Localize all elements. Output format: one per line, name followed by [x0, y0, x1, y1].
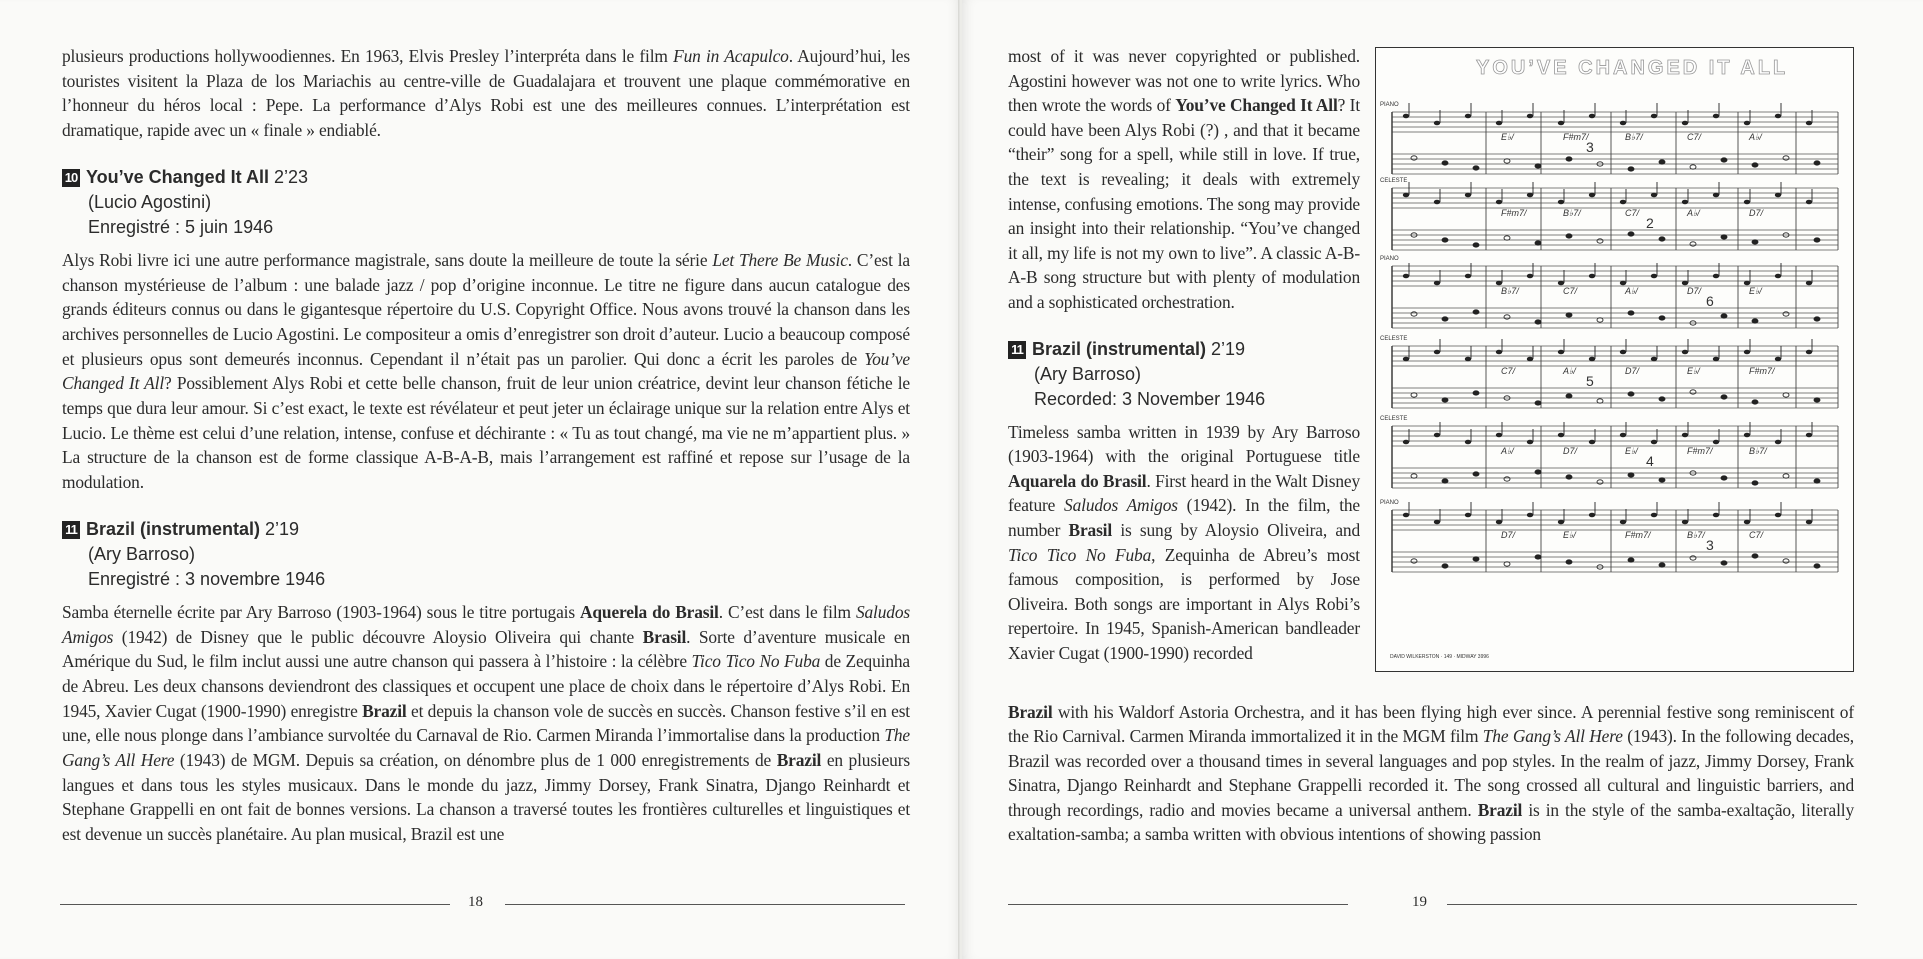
note-head — [1651, 274, 1657, 279]
note-head — [1527, 357, 1533, 362]
note-head — [1442, 564, 1448, 568]
note-head — [1744, 350, 1750, 355]
note-head — [1752, 481, 1758, 485]
note-head — [1527, 193, 1533, 198]
note-head — [1806, 433, 1812, 438]
note-head — [1713, 357, 1719, 362]
intro-paragraph: plusieurs productions hollywoodiennes. En 1963, Elvis Presley l’interpréta dans le film Fun in Acapulco. Aujourd’hui, les touristes visitent la Plaza de los Mariachis au centre-ville de Guadalajara et trouvent une plaque commémorative en l’honneur du héros local : Pepe. La performance d’Alys Robi est une des meilleures connues. L’interprétation est dramatique, rapide avec un « finale » endiablé. — [62, 46, 910, 141]
chord-symbol: F#m7/ — [1749, 366, 1775, 376]
chord-symbol: A♭/ — [1687, 208, 1700, 218]
note-head — [1620, 433, 1626, 438]
measure-number: 3 — [1706, 537, 1714, 553]
note-head — [1814, 161, 1820, 165]
note-head — [1721, 395, 1727, 399]
note-head — [1465, 193, 1471, 198]
note-head — [1465, 440, 1471, 445]
note-head — [1721, 476, 1727, 480]
note-head — [1744, 281, 1750, 286]
measure-number: 6 — [1706, 293, 1714, 309]
track-duration: 2’19 — [260, 518, 300, 539]
note-head — [1628, 167, 1634, 171]
note-head — [1620, 121, 1626, 126]
note-head — [1566, 234, 1572, 238]
note-head — [1628, 558, 1634, 562]
measure-number: 3 — [1586, 139, 1594, 155]
note-head — [1473, 557, 1479, 561]
italic-title: Saludos Amigos — [62, 601, 910, 647]
track-composer: (Ary Barroso) — [1034, 363, 1142, 384]
note-head — [1775, 357, 1781, 362]
bold-title: You’ve Changed It All — [1175, 95, 1338, 116]
note-head — [1496, 121, 1502, 126]
note-head — [1434, 200, 1440, 205]
bold-title: Brazil — [1477, 799, 1523, 820]
chord-symbol: F#m7/ — [1501, 208, 1527, 218]
note-head — [1535, 164, 1541, 168]
note-head — [1403, 357, 1409, 362]
bold-title: Aquarela do Brasil — [1008, 470, 1147, 491]
note-head — [1403, 274, 1409, 279]
track-11-paragraph: Samba éternelle écrite par Ary Barroso (1903-1964) sous le titre portugais Aquerela do Brasil. C’est dans le film Saludos Amigos (1942) de Disney que le public découvre Aloysio Oliveira qui chante Brasil. Sorte d’aventure musicale en Amérique du Sud, le film inclut aussi une autre chanson qui passera à l’histoire : la célèbre Tico Tico No Fuba de Zequinha de Abreu. Les deux chansons deviendront des classiques et occupent une place de choix dans le répertoire d’Alys Robi. En 1945, Xavier Cugat (1900-1990) enregistre Brazil et depuis la chanson vole de succès en succès. Chanson festive s’il en est une, elle nous plonge dans l’ambiance survoltée du Carnaval de Rio. Carmen Miranda l’immortalise dans la production The Gang’s All Here (1943) de MGM. Depuis sa création, on dénombre plus de 1 000 enregistrements de Brazil en plusieurs langues et dans tous les styles musicaux. Dans le monde du jazz, Jimmy Dorsey, Frank Sinatra, Django Reinhardt et Stephane Grappelli en ont fait de bonnes versions. La chanson a traversé toutes les frontières culturelles et linguistiques et est devenue un succès planétaire. Au plan musical, Brazil est une — [62, 601, 910, 845]
footer-rule — [1008, 904, 1348, 905]
left-page-footer — [0, 894, 960, 914]
page-number: 19 — [1412, 894, 1427, 910]
track-number-badge: 10 — [62, 169, 80, 187]
note-head — [1442, 238, 1448, 242]
note-head — [1403, 440, 1409, 445]
note-head — [1721, 314, 1727, 318]
note-head — [1558, 520, 1564, 525]
note-head — [1806, 200, 1812, 205]
bold-title: Brasil — [642, 626, 687, 647]
note-head — [1403, 193, 1409, 198]
footer-rule — [505, 904, 905, 905]
note-head — [1589, 513, 1595, 518]
note-head — [1752, 319, 1758, 323]
note-head — [1620, 520, 1626, 525]
right-wide-text-column — [1008, 700, 1854, 846]
sheet-music-image — [1375, 47, 1854, 672]
note-head — [1651, 357, 1657, 362]
chord-symbol: D7/ — [1687, 286, 1702, 296]
note-head — [1465, 513, 1471, 518]
note-head — [1744, 520, 1750, 525]
italic-title: Tico Tico No Fuba — [1008, 544, 1152, 565]
italic-title: The Gang’s All Here — [62, 725, 910, 771]
note-head — [1496, 520, 1502, 525]
chord-symbol: D7/ — [1563, 446, 1578, 456]
chord-symbol: B♭7/ — [1563, 208, 1581, 218]
note-head — [1558, 121, 1564, 126]
note-head — [1744, 200, 1750, 205]
note-head — [1473, 391, 1479, 395]
italic-title: The Gang’s All Here — [1482, 726, 1623, 747]
note-head — [1806, 121, 1812, 126]
note-head — [1589, 357, 1595, 362]
chord-symbol: A♭/ — [1501, 446, 1514, 456]
note-head — [1473, 166, 1479, 170]
note-head — [1465, 114, 1471, 119]
chord-symbol: C7/ — [1749, 530, 1764, 540]
track-recorded-date: Enregistré : 3 novembre 1946 — [88, 568, 326, 589]
note-head — [1682, 281, 1688, 286]
right-text-column — [1008, 44, 1360, 665]
note-head — [1651, 114, 1657, 119]
chord-symbol: F#m7/ — [1687, 446, 1713, 456]
note-head — [1504, 477, 1510, 481]
note-head — [1690, 390, 1696, 394]
note-head — [1558, 350, 1564, 355]
note-head — [1566, 560, 1572, 564]
footer-rule — [1447, 904, 1857, 905]
track-composer: (Lucio Agostini) — [88, 191, 212, 212]
note-head — [1411, 559, 1417, 563]
note-head — [1628, 392, 1634, 396]
note-head — [1597, 399, 1603, 403]
note-head — [1682, 433, 1688, 438]
note-head — [1411, 474, 1417, 478]
instrument-label: PIANO — [1380, 102, 1399, 108]
note-head — [1597, 239, 1603, 243]
track-11-heading-en — [1008, 337, 1360, 412]
bold-title: Brazil — [776, 750, 822, 771]
note-head — [1744, 121, 1750, 126]
chord-symbol: E♭/ — [1625, 446, 1638, 456]
note-head — [1713, 114, 1719, 119]
note-head — [1434, 520, 1440, 525]
sheet-music-drawing — [1376, 48, 1853, 671]
note-head — [1442, 317, 1448, 321]
note-head — [1752, 554, 1758, 558]
note-head — [1752, 400, 1758, 404]
note-head — [1682, 350, 1688, 355]
note-head — [1682, 520, 1688, 525]
note-head — [1620, 281, 1626, 286]
note-head — [1496, 281, 1502, 286]
measure-number: 4 — [1646, 453, 1654, 469]
chord-symbol: A♭/ — [1625, 286, 1638, 296]
note-head — [1411, 312, 1417, 316]
bold-title: Brazil — [1008, 702, 1053, 722]
chord-symbol: E♭/ — [1687, 366, 1700, 376]
note-head — [1566, 394, 1572, 398]
track-composer: (Ary Barroso) — [88, 543, 196, 564]
note-head — [1527, 440, 1533, 445]
note-head — [1628, 473, 1634, 477]
note-head — [1527, 274, 1533, 279]
track-recorded-date: Recorded: 3 November 1946 — [1034, 388, 1266, 409]
note-head — [1473, 243, 1479, 247]
bold-title: Brazil — [362, 700, 407, 721]
note-head — [1814, 238, 1820, 242]
note-head — [1434, 281, 1440, 286]
note-head — [1566, 157, 1572, 161]
chord-symbol: E♭/ — [1749, 286, 1762, 296]
note-head — [1566, 313, 1572, 317]
note-head — [1504, 315, 1510, 319]
note-head — [1814, 564, 1820, 568]
track-11-heading — [62, 517, 910, 592]
instrument-label: PIANO — [1380, 500, 1399, 506]
note-head — [1411, 156, 1417, 160]
note-head — [1806, 281, 1812, 286]
note-head — [1496, 433, 1502, 438]
note-head — [1775, 114, 1781, 119]
track-11-paragraph-en-wide: Brazil with his Waldorf Astoria Orchestra, and it has been flying high ever since. A perennial festive song reminiscent of the Rio Carnival. Carmen Miranda immortalized it in the MGM film The Gang’s All Here (1943). In the following decades, Brazil was recorded over a thousand times in several languages and pop styles. In the realm of jazz, Jimmy Dorsey, Frank Sinatra, Django Reinhardt and Stephane Grappelli recorded it. The song crossed all cultural and linguistic barriers, and through recordings, radio and movies became a universal anthem. Brazil is in the style of the samba-exaltação, literally exaltation-samba; a samba written with obvious intentions of showing passion — [1008, 702, 1855, 845]
note-head — [1411, 393, 1417, 397]
note-head — [1783, 312, 1789, 316]
chord-symbol: B♭7/ — [1687, 530, 1705, 540]
note-head — [1558, 200, 1564, 205]
note-head — [1659, 237, 1665, 241]
note-head — [1535, 241, 1541, 245]
chord-symbol: C7/ — [1501, 366, 1516, 376]
note-head — [1504, 562, 1510, 566]
note-head — [1775, 274, 1781, 279]
chord-symbol: B♭7/ — [1625, 132, 1643, 142]
note-head — [1403, 513, 1409, 518]
note-head — [1434, 121, 1440, 126]
note-head — [1659, 478, 1665, 482]
chord-symbol: B♭7/ — [1749, 446, 1767, 456]
note-head — [1535, 401, 1541, 405]
chord-symbol: A♭/ — [1563, 366, 1576, 376]
note-head — [1690, 556, 1696, 560]
chord-symbol: B♭7/ — [1501, 286, 1519, 296]
note-head — [1721, 158, 1727, 162]
note-head — [1682, 121, 1688, 126]
track-10-heading — [62, 165, 910, 240]
note-head — [1535, 320, 1541, 324]
italic-title: You’ve Changed It All — [62, 348, 910, 394]
note-head — [1465, 357, 1471, 362]
note-head — [1496, 200, 1502, 205]
track-title: You’ve Changed It All — [86, 166, 270, 187]
note-head — [1597, 480, 1603, 484]
note-head — [1783, 474, 1789, 478]
note-head — [1713, 440, 1719, 445]
note-head — [1775, 440, 1781, 445]
note-head — [1442, 398, 1448, 402]
chord-symbol: F#m7/ — [1625, 530, 1651, 540]
note-head — [1651, 513, 1657, 518]
note-head — [1775, 513, 1781, 518]
note-head — [1659, 397, 1665, 401]
chord-symbol: D7/ — [1625, 366, 1640, 376]
track-title: Brazil (instrumental) — [86, 518, 261, 539]
note-head — [1434, 433, 1440, 438]
bold-title: Brasil — [1068, 519, 1113, 540]
measure-number: 2 — [1646, 215, 1654, 231]
note-head — [1775, 193, 1781, 198]
note-head — [1721, 561, 1727, 565]
instrument-label: CELESTE — [1380, 178, 1408, 184]
note-head — [1589, 274, 1595, 279]
note-head — [1752, 163, 1758, 167]
note-head — [1651, 440, 1657, 445]
left-text-column — [62, 44, 910, 847]
chord-symbol: A♭/ — [1749, 132, 1762, 142]
bold-title: Aquerela do Brasil — [580, 601, 719, 622]
note-head — [1620, 200, 1626, 205]
note-head — [1473, 310, 1479, 314]
track-duration: 2’19 — [1206, 338, 1246, 359]
note-head — [1659, 316, 1665, 320]
right-page-footer — [962, 894, 1923, 914]
note-head — [1783, 393, 1789, 397]
score-caption: DAVID WILKERSTON · 149 · MIDWAY 3996 — [1390, 654, 1489, 660]
note-head — [1806, 520, 1812, 525]
note-head — [1721, 235, 1727, 239]
note-head — [1690, 165, 1696, 169]
track-10-paragraph-en: most of it was never copyrighted or published. Agostini however was not one to write lyrics. Who then wrote the words of You’ve Changed It All? It could have been Alys Robi (?) , and that it became “their” song for a spell, while still in love. If true, the text is revealing; it deals with extremely intense, confusing emotions. The song may provide an insight into their relationship. “You’ve changed it all, my life is not my own to live”. A classic A-B-A-B song structure but with plenty of modulation and a sophisticated orchestration. — [1008, 46, 1361, 312]
note-head — [1558, 433, 1564, 438]
chord-symbol: F#m7/ — [1563, 132, 1589, 142]
track-number-badge: 11 — [1008, 341, 1026, 359]
track-number-badge: 11 — [62, 521, 80, 539]
page-number: 18 — [468, 894, 483, 910]
note-head — [1566, 475, 1572, 479]
chord-symbol: E♭/ — [1563, 530, 1576, 540]
track-recorded-date: Enregistré : 5 juin 1946 — [88, 216, 274, 237]
note-head — [1783, 156, 1789, 160]
note-head — [1434, 350, 1440, 355]
track-11-paragraph-en-narrow: Timeless samba written in 1939 by Ary Barroso (1903-1964) with the original Portuguese title Aquarela do Brasil. First heard in the Walt Disney feature Saludos Amigos (1942). In the film, the number Brasil is sung by Aloysio Oliveira, and Tico Tico No Fuba, Zequinha de Abreu’s most famous composition, is performed by Jose Oliveira. Both songs are important in Alys Robi’s repertoire. In 1945, Spanish-American bandleader Xavier Cugat (1900-1990) recorded — [1008, 421, 1361, 663]
italic-title: Saludos Amigos — [1064, 495, 1178, 516]
note-head — [1783, 559, 1789, 563]
note-head — [1504, 159, 1510, 163]
note-head — [1690, 242, 1696, 246]
note-head — [1589, 114, 1595, 119]
left-page — [0, 0, 960, 959]
note-head — [1535, 470, 1541, 474]
note-head — [1744, 433, 1750, 438]
note-head — [1558, 281, 1564, 286]
italic-title: Fun in Acapulco — [673, 46, 789, 66]
note-head — [1403, 114, 1409, 119]
note-head — [1496, 350, 1502, 355]
note-head — [1752, 240, 1758, 244]
note-head — [1628, 232, 1634, 236]
note-head — [1682, 200, 1688, 205]
note-head — [1589, 440, 1595, 445]
instrument-label: CELESTE — [1380, 416, 1408, 422]
note-head — [1814, 398, 1820, 402]
italic-title: Let There Be Music — [712, 249, 848, 270]
note-head — [1589, 193, 1595, 198]
track-title: Brazil (instrumental) — [1032, 338, 1207, 359]
note-head — [1597, 318, 1603, 322]
instrument-label: PIANO — [1380, 256, 1399, 262]
chord-symbol: C7/ — [1563, 286, 1578, 296]
note-head — [1527, 114, 1533, 119]
measure-number: 5 — [1586, 373, 1594, 389]
instrument-label: CELESTE — [1380, 336, 1408, 342]
track-10-paragraph: Alys Robi livre ici une autre performance magistrale, sans doute la meilleure de toute la série Let There Be Music. C’est la chanson mystérieuse de l’album : une balade jazz / pop d’origine inconnue. Le titre ne figure dans aucun catalogue des grands éditeurs connus ou dans le gigantesque répertoire du U.S. Copyright Office. Nous avons trouvé la chanson dans les archives personnelles de Lucio Agostini. Le compositeur a omis d’enregistrer son droit d’auteur. Lucio a beaucoup composé et plusieurs opus sont demeurés inconnus. Cependant il n’était pas un parolier. Qui donc a écrit les paroles de You’ve Changed It All? Possiblement Alys Robi et cette belle chanson, fruit de leur union créatrice, devint leur chanson fétiche le temps que dura leur amour. Si c’est exact, le texte est révélateur et peut jeter un éclairage unique sur la relation entre Alys et Lucio. Le thème est celui d’une relation, intense, confuse et déchirante : « Tu as tout changé, ma vie ne m’appartient plus. » La structure de la chanson est de forme classique A-B-A-B, mais l’arrangement est raffiné et repose sur l’usage de la modulation. — [62, 249, 911, 493]
note-head — [1620, 350, 1626, 355]
chord-symbol: C7/ — [1625, 208, 1640, 218]
note-head — [1713, 274, 1719, 279]
score-heading: YOU’VE CHANGED IT ALL — [1476, 57, 1789, 79]
note-head — [1814, 479, 1820, 483]
note-head — [1535, 555, 1541, 559]
note-head — [1713, 513, 1719, 518]
note-head — [1473, 472, 1479, 476]
note-head — [1442, 161, 1448, 165]
note-head — [1814, 317, 1820, 321]
chord-symbol: C7/ — [1687, 132, 1702, 142]
italic-title: Tico Tico No Fuba — [691, 651, 821, 672]
chord-symbol: E♭/ — [1501, 132, 1514, 142]
note-head — [1806, 350, 1812, 355]
note-head — [1465, 274, 1471, 279]
note-head — [1651, 193, 1657, 198]
note-head — [1628, 311, 1634, 315]
note-head — [1659, 160, 1665, 164]
note-head — [1442, 479, 1448, 483]
note-head — [1713, 193, 1719, 198]
note-head — [1527, 513, 1533, 518]
note-head — [1504, 236, 1510, 240]
chord-symbol: D7/ — [1749, 208, 1764, 218]
track-duration: 2’23 — [269, 166, 309, 187]
chord-symbol: D7/ — [1501, 530, 1516, 540]
note-head — [1659, 563, 1665, 567]
footer-rule — [60, 904, 450, 905]
